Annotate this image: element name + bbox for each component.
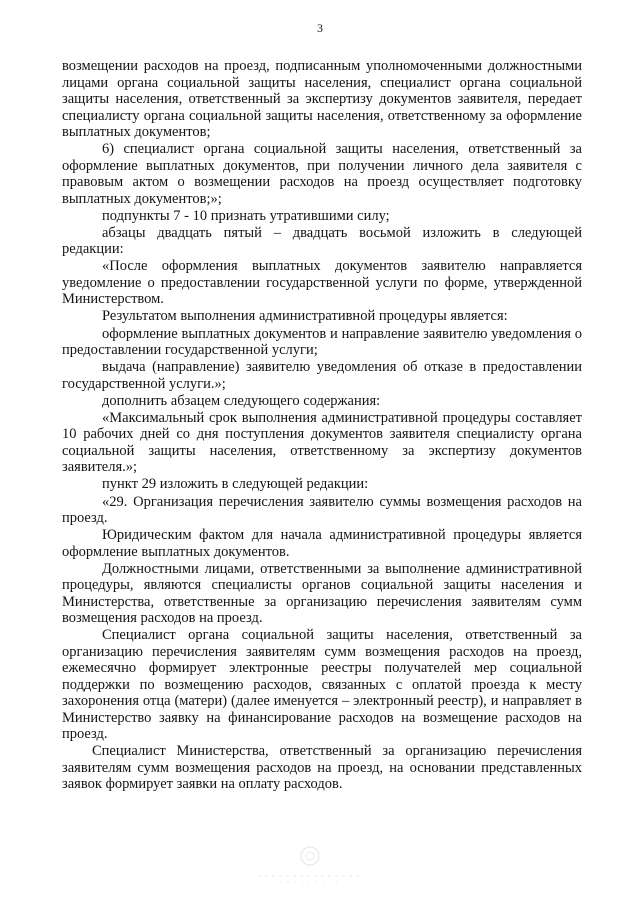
paragraph-result-intro: Результатом выполнения административной процедуры является: <box>102 308 508 325</box>
paragraph-max-term: «Максимальный срок выполнения административной процедуры составляет 10 рабочих дней со дня поступления документов заявителя специалисту органа социальной защиты населения, ответственному за экспертизу документов заявителя.»; <box>62 409 582 476</box>
paragraph-result-item-2: выдача (направление) заявителю уведомления об отказе в предоставлении государственной услуги.»; <box>62 359 582 392</box>
paragraph-legal-fact: Юридическим фактом для начала административной процедуры является оформление выплатных документов. <box>62 527 582 560</box>
paragraph-subitems-void: подпункты 7 - 10 признать утратившими силу; <box>102 207 390 224</box>
faint-stamp-mark <box>240 842 380 890</box>
paragraph-item-29-intro: пункт 29 изложить в следующей редакции: <box>102 476 369 493</box>
paragraph-quote-notification: «После оформления выплатных документов заявителю направляется уведомление о предоставлении государственной услуги по форме, утвержденной Министерством. <box>62 258 582 308</box>
paragraph-ministry-specialist: Специалист Министерства, ответственный за организацию перечисления заявителям сумм возмещения расходов на проезд, на основании представленных заявок формирует заявки на оплату расходов. <box>62 743 582 793</box>
document-body <box>62 58 582 794</box>
paragraph-continuation: возмещении расходов на проезд, подписанным уполномоченными должностными лицами органа социальной защиты населения, специалист органа социальной защиты населения, ответственный за экспертизу документов заявителя, передает специалисту органа социальной защиты населения, ответственному за оформление выплатных документов; <box>62 58 582 140</box>
paragraph-add-intro: дополнить абзацем следующего содержания: <box>102 392 381 409</box>
page-number: 3 <box>317 21 323 35</box>
paragraph-officials: Должностными лицами, ответственными за выполнение административной процедуры, являются специалисты органов социальной защиты населения и Министерства, ответственные за организацию перечисления заявителям сумм возмещения расходов на проезд. <box>62 560 582 627</box>
paragraph-amend-intro: абзацы двадцать пятый – двадцать восьмой изложить в следующей редакции: <box>62 224 582 258</box>
paragraph-registry: Специалист органа социальной защиты населения, ответственный за организацию перечисления заявителям сумм возмещения расходов на проезд, ежемесячно формирует электронные реестры получателей мер социальной поддержки по возмещению расходов, связанных с оплатой проезда к месту захоронения отца (матери) (далее именуется – электронный реестр), и направляет в Министерство заявку на финансирование расходов на возмещение расходов на проезд. <box>62 627 582 743</box>
paragraph-result-item-1: оформление выплатных документов и направление заявителю уведомления о предоставлении государственной услуги; <box>62 325 582 359</box>
paragraph-subitem-6: 6) специалист органа социальной защиты населения, ответственный за оформление выплатных документов, при получении личного дела заявителя с правовым актом о возмещении расходов на проезд осуществляет подготовку выплатных документов;»; <box>62 141 582 207</box>
paragraph-item-29-title: «29. Организация перечисления заявителю суммы возмещения расходов на проезд. <box>62 493 582 527</box>
